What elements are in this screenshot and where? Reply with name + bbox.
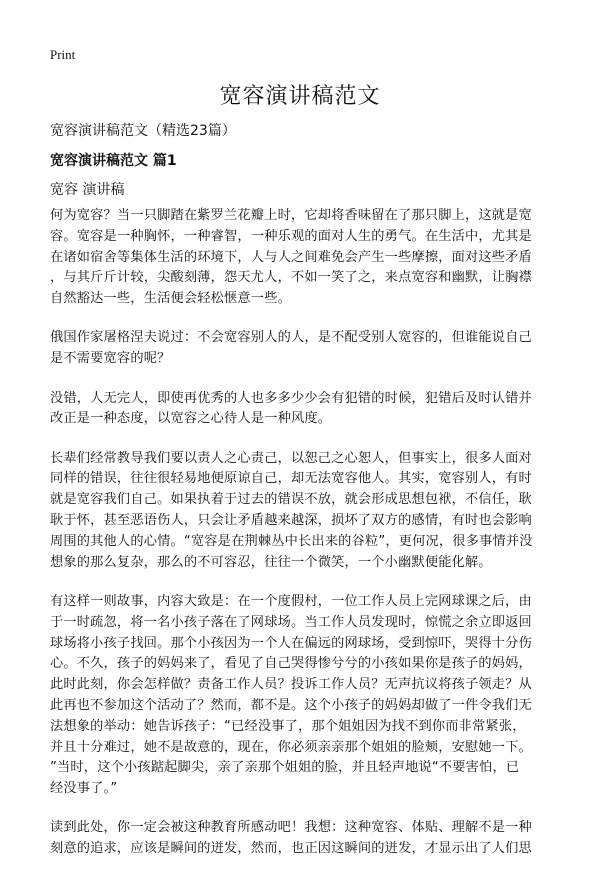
section-heading: 宽容演讲稿范文 篇1 <box>50 153 177 169</box>
paragraph-line: 法想象的举动：她告诉孩子：“已经没事了，那个姐姐因为找不到你而非常紧张， <box>50 718 526 734</box>
print-link[interactable]: Print <box>50 47 76 62</box>
paragraph-line: 在诸如宿舍等集体生活的环境下，人与人之间难免会产生一些摩擦，面对这些矛盾 <box>50 249 532 265</box>
paragraph-line: 心。不久，孩子的妈妈来了，看见了自己哭得惨兮兮的小孩如果你是孩子的妈妈， <box>50 656 532 672</box>
paragraph-line: 周围的其他人的心情。“宽容是在荆棘丛中长出来的谷粒”，更何况，很多事情并没 <box>50 533 533 549</box>
paragraph <box>50 592 555 800</box>
paragraph <box>50 449 555 574</box>
paragraph-line: 是不需要宽容的呢？ <box>50 351 171 367</box>
paragraph-line: ，与其斤斤计较，尖酸刻薄，怨天尤人，不如一笑了之，来点宽容和幽默，让胸襟 <box>50 270 532 286</box>
paragraph-line: 没错，人无完人，即使再优秀的人也多多少少会有犯错的时候，犯错后及时认错并 <box>50 390 532 406</box>
paragraph-line: 于一时疏忽，将一名小孩子落在了网球场。当工作人员发现时，惊慌之余立即返回 <box>50 614 532 630</box>
paragraph-line: 并且十分难过，她不是故意的，现在，你必须亲亲那个姐姐的脸颊，安慰她一下。 <box>50 739 532 755</box>
paragraph <box>50 389 555 431</box>
paragraph-line: 经没事了。” <box>50 781 118 797</box>
paragraph-line: 容。宽容是一种胸怀，一种睿智，一种乐观的面对人生的勇气。在生活中，尤其是 <box>50 228 532 244</box>
paragraph-line: ”当时，这个小孩踮起脚尖，亲了亲那个姐姐的脸，并且轻声地说“不要害怕，已 <box>50 760 520 776</box>
paragraph-line: 球场将小孩子找回。那个小孩因为一个人在偏远的网球场，受到惊吓，哭得十分伤 <box>50 635 532 651</box>
paragraph <box>50 206 555 310</box>
paragraph-line: 何为宽容？当一只脚踏在紫罗兰花瓣上时，它却将香味留在了那只脚上，这就是宽 <box>50 208 532 223</box>
paragraph-line: 长辈们经常教导我们要以责人之心责己，以恕己之心恕人，但事实上，很多人面对 <box>50 450 532 466</box>
paragraph-line: 就是宽容我们自己。如果执着于过去的错误不放，就会形成思想包袱，不信任，耿 <box>50 492 532 508</box>
paragraph-line: 刻意的追求，应该是瞬间的迸发，然而，也正因这瞬间的迸发，才显示出了人们思 <box>50 841 532 857</box>
paragraph-line: 想象的那么复杂，那么的不可容忍，往往一个微笑，一个小幽默便能化解。 <box>50 554 492 570</box>
paragraph-line: 此再也不参加这个活动了？然而，都不是。这个小孩子的妈妈却做了一件令我们无 <box>50 697 532 713</box>
paragraph-line: 有这样一则故事，内容大致是：在一个度假村，一位工作人员上完网球课之后，由 <box>50 593 532 609</box>
paragraph <box>50 818 555 860</box>
document-subtitle: 宽容演讲稿范文（精选23篇） <box>50 123 236 139</box>
paragraph-line: 读到此处，你一定会被这种教育所感动吧！我想：这种宽容、体贴、理解不是一种 <box>50 820 532 836</box>
paragraph <box>50 328 555 370</box>
paragraph-line: 俄国作家屠格涅夫说过：不会宽容别人的人，是不配受别人宽容的，但谁能说自己 <box>50 330 532 346</box>
paragraph-line: 改正是一种态度，以宽容之心待人是一种风度。 <box>50 411 332 427</box>
document-title: 宽容演讲稿范文 <box>219 84 381 109</box>
paragraph-line: 此时此刻，你会怎样做？责备工作人员？投诉工作人员？无声抗议将孩子领走？从 <box>50 677 532 693</box>
paragraph-line: 同样的错误，往往很轻易地便原谅自己，却无法宽容他人。其实，宽容别人，有时 <box>50 471 532 487</box>
paragraph-line: 耿于怀，甚至恶语伤人，只会让矛盾越来越深，损坏了双方的感情，有时也会影响 <box>50 513 532 529</box>
section-keywords: 宽容 演讲稿 <box>50 182 125 198</box>
document-body <box>50 206 555 879</box>
paragraph-line: 自然豁达一些，生活便会轻松惬意一些。 <box>50 291 291 307</box>
